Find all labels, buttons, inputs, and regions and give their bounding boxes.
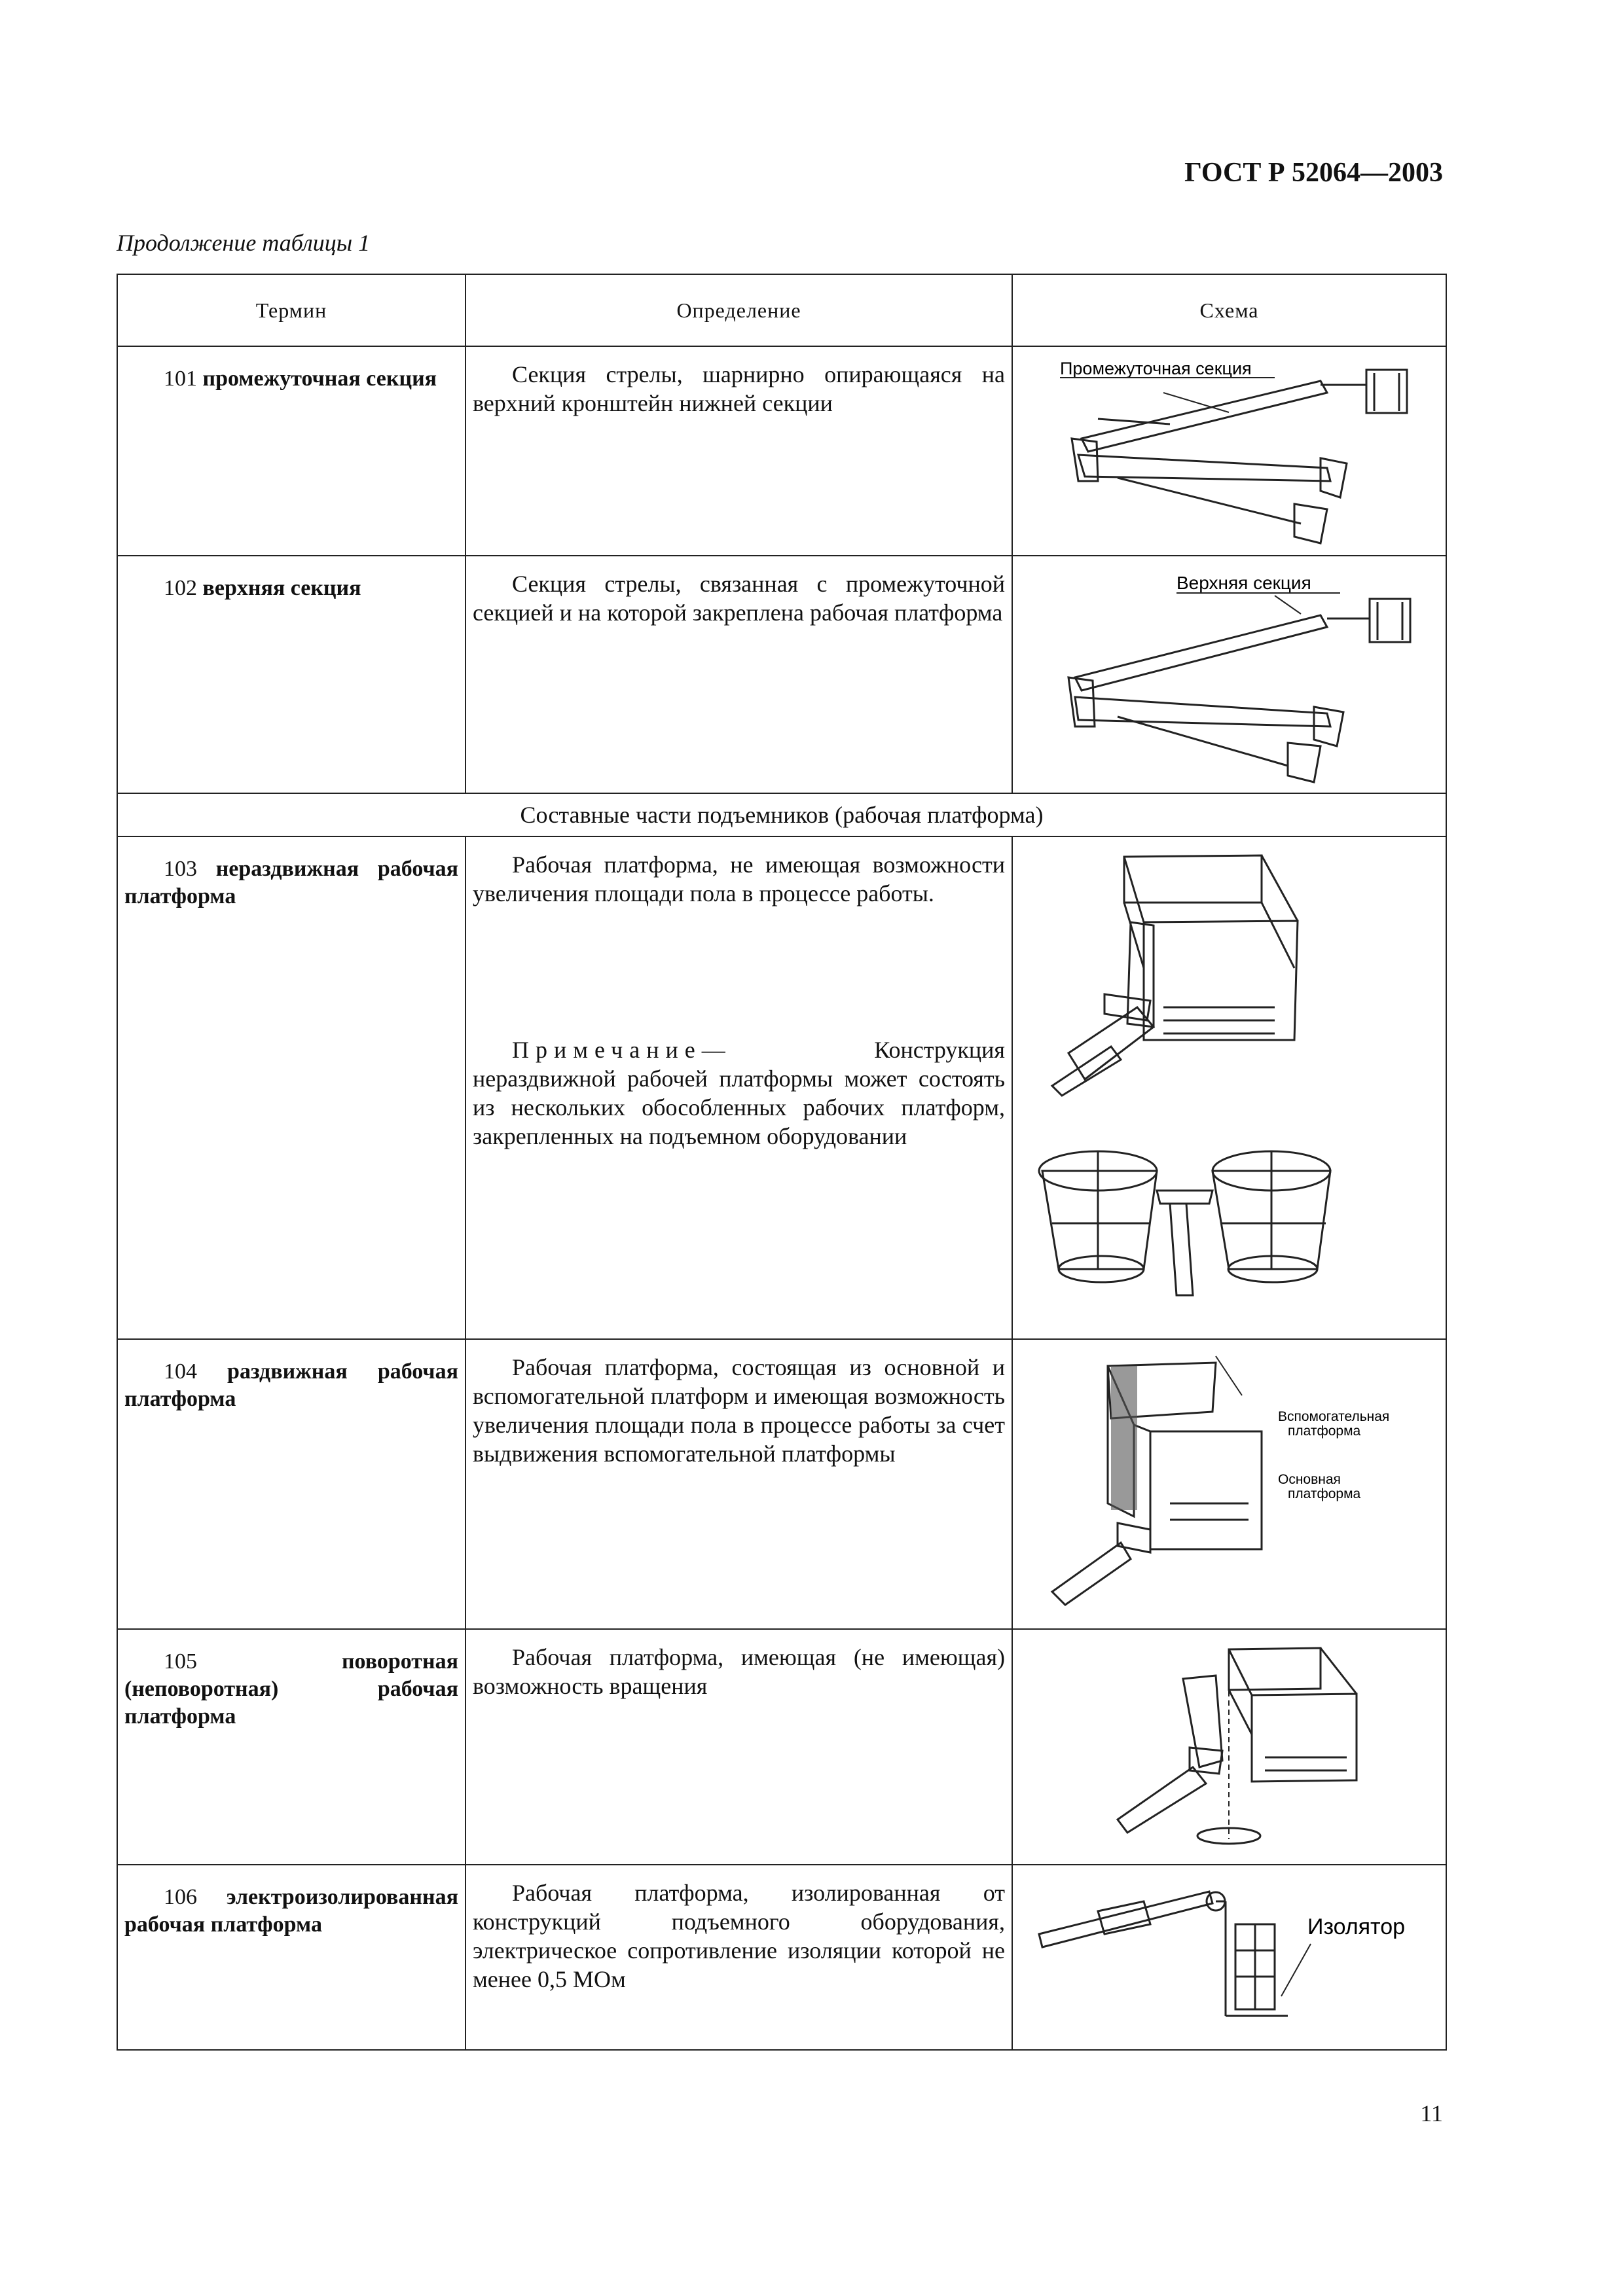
table-continuation-caption: Продолжение таблицы 1 [117,230,371,256]
term-cell [117,1339,465,1629]
table-header-row [117,274,1446,346]
term-cell [117,346,465,556]
scheme-cell [1012,836,1446,1339]
term-cell [117,1865,465,2050]
definition-text: Рабочая платформа, имеющая (не имеющая) возможность вращения [473,1644,1005,1699]
scheme-cell [1012,346,1446,556]
note-text [473,1035,1005,1151]
term-number: 106 [164,1885,197,1909]
definition-text: Секция стрелы, шарнирно опирающаяся на верхний кронштейн нижней секции [473,361,1005,416]
column-header-term: Термин [117,274,465,346]
aux-platform-label-2: платформа [1288,1424,1361,1439]
definition-cell [465,1629,1012,1865]
table-row [117,1865,1446,2050]
page-number: 11 [1420,2100,1443,2126]
terms-table [117,274,1447,2051]
term-name: электроизолированная рабочая платформа [124,1885,458,1937]
column-header-definition: Определение [465,274,1012,346]
aerial-boom-upper-section-icon [1013,556,1446,793]
table-row [117,556,1446,793]
aerial-boom-intermediate-section-icon [1013,347,1446,555]
document-code: ГОСТ Р 52064—2003 [1184,158,1443,188]
definition-text: Рабочая платформа, не имеющая возможности увеличения площади пола в процессе работы. [473,852,1005,906]
definition-text: Рабочая платформа, изолированная от конструкций подъемного оборудования, электрическое сопротивление изоляции которой не менее 0,5 МОм [473,1880,1005,1992]
table-row [117,1629,1446,1865]
definition-cell [465,1339,1012,1629]
definition-text: Секция стрелы, связанная с промежуточной секцией и на которой закреплена рабочая платформа [473,571,1005,626]
term-name: промежуточная секция [202,367,437,391]
extendable-platform-icon [1013,1340,1446,1628]
term-number: 103 [164,857,197,881]
table-row [117,836,1446,1339]
term-number: 101 [164,367,197,391]
definition-cell [465,556,1012,793]
scheme-cell [1012,556,1446,793]
term-cell [117,1629,465,1865]
table-row [117,1339,1446,1629]
rotating-platform-icon [1013,1630,1446,1864]
definition-cell [465,346,1012,556]
scheme-label: Верхняя секция [1176,573,1311,593]
aux-platform-label-1: Вспомогательная [1278,1409,1390,1424]
definition-cell [465,836,1012,1339]
insulated-platform-icon [1013,1865,1446,2049]
section-heading: Составные части подъемников (рабочая платформа) [117,793,1446,836]
scheme-cell [1012,1629,1446,1865]
section-heading-row [117,793,1446,836]
term-cell [117,556,465,793]
term-name: нераздвижная рабочая платформа [124,857,459,908]
term-number: 104 [164,1359,197,1384]
term-number: 105 [164,1649,197,1674]
note-label: Примечание [512,1037,702,1063]
main-platform-label-2: платформа [1288,1486,1361,1501]
fixed-platform-icon [1013,837,1446,1338]
main-platform-label-1: Основная [1278,1472,1341,1487]
definition-cell [465,1865,1012,2050]
scheme-label: Промежуточная секция [1060,359,1252,378]
term-number: 102 [164,576,197,600]
table-row [117,346,1446,556]
note-body: — Конструкция нераздвижной рабочей платформы может состоять из нескольких обособленных рабочих платформ, закрепленных на подъемном оборудовании [473,1037,1005,1149]
term-name: верхняя секция [202,576,361,600]
definition-text: Рабочая платформа, состоящая из основной и вспомогательной платформ и имеющая возможность увеличения площади пола в процессе работы за счет выдвижения вспомогательной платформы [473,1354,1005,1467]
column-header-scheme: Схема [1012,274,1446,346]
term-name: раздвижная рабочая платформа [124,1359,458,1411]
scheme-cell [1012,1339,1446,1629]
scheme-label: Изолятор [1307,1914,1406,1939]
term-name: поворотная (неповоротная) рабочая платформа [124,1649,458,1729]
term-cell [117,836,465,1339]
scheme-cell [1012,1865,1446,2050]
